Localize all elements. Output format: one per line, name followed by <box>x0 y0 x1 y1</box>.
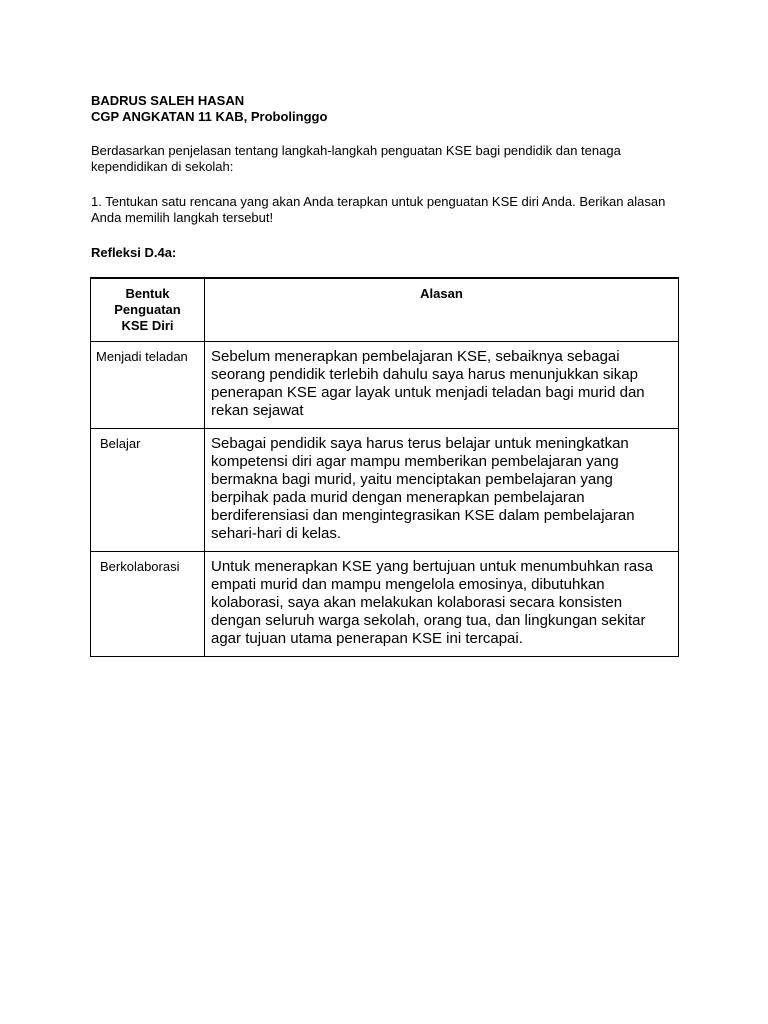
alasan-cell: Untuk menerapkan KSE yang bertujuan untuk menumbuhkan rasa empati murid dan mampu mengelola emosinya, dibutuhkan kolaborasi, saya akan melakukan kolaborasi secara konsisten dengan seluruh warga sekolah, orang tua, dan lingkungan sekitar agar tujuan utama penerapan KSE ini tercapai. <box>205 551 679 656</box>
section-title: Refleksi D.4a: <box>91 245 177 260</box>
author-name: BADRUS SALEH HASAN <box>91 93 245 108</box>
bentuk-cell: Berkolaborasi <box>91 551 205 656</box>
intro-paragraph: Berdasarkan penjelasan tentang langkah-langkah penguatan KSE bagi pendidik dan tenaga kependidikan di sekolah: <box>91 143 621 174</box>
bentuk-cell: Belajar <box>91 428 205 551</box>
table-header-row <box>91 278 679 341</box>
table-row <box>91 428 679 551</box>
alasan-cell: Sebelum menerapkan pembelajaran KSE, sebaiknya sebagai seorang pendidik terlebih dahulu saya harus menunjukkan sikap penerapan KSE agar layak untuk menjadi teladan bagi murid dan rekan sejawat <box>205 341 679 428</box>
table-row <box>91 341 679 428</box>
table-row <box>91 551 679 656</box>
kse-table <box>90 277 679 657</box>
header-bentuk <box>91 278 205 341</box>
header-alasan-label: Alasan <box>420 286 463 301</box>
bentuk-cell: Menjadi teladan <box>91 341 205 428</box>
document-heading <box>91 93 327 125</box>
header-alasan <box>205 278 679 341</box>
header-bentuk-label: Bentuk Penguatan KSE Diri <box>114 286 181 333</box>
question-paragraph: 1. Tentukan satu rencana yang akan Anda terapkan untuk penguatan KSE diri Anda. Berikan alasan Anda memilih langkah tersebut! <box>91 194 666 225</box>
alasan-cell: Sebagai pendidik saya harus terus belajar untuk meningkatkan kompetensi diri agar mampu memberikan pembelajaran yang bermakna bagi murid, yaitu menciptakan pembelajaran yang berpihak pada murid dengan menerapkan pembelajaran berdiferensiasi dan mengintegrasikan KSE dalam pembelajaran sehari-hari di kelas. <box>205 428 679 551</box>
author-affiliation: CGP ANGKATAN 11 KAB, Probolinggo <box>91 109 328 124</box>
